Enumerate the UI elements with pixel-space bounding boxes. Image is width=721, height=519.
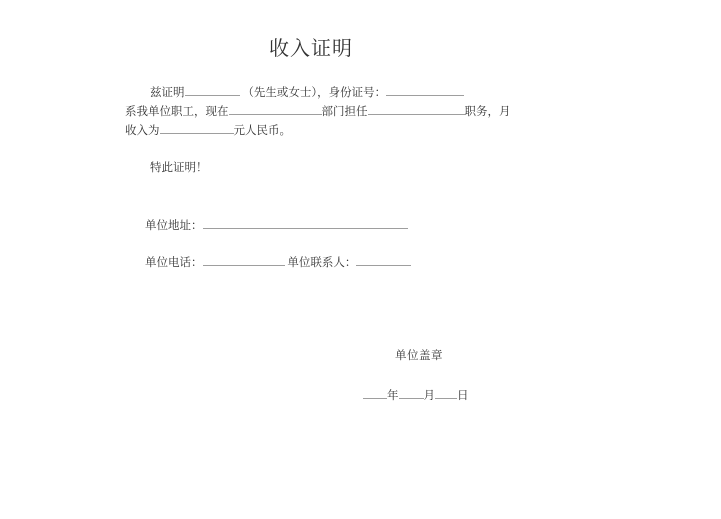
blank-position [368, 103, 465, 115]
blank-day [435, 387, 457, 399]
text-run-income-is: 收入为 [125, 125, 160, 137]
document-title: 收入证明 [269, 38, 353, 60]
blank-id-number [386, 84, 464, 96]
blank-company-address [203, 217, 408, 229]
body-line-1 [150, 84, 464, 100]
text-run-certify: 兹证明 [150, 87, 185, 99]
blank-employee-name [185, 84, 240, 96]
blank-monthly-income [160, 122, 234, 134]
blank-year [363, 387, 387, 399]
date-line [363, 387, 469, 403]
blank-company-contact [356, 254, 411, 266]
text-run-position-month: 职务，月 [464, 106, 511, 118]
label-day: 日 [457, 390, 469, 402]
blank-company-phone [203, 254, 285, 266]
company-phone-line [145, 254, 411, 270]
body-line-2 [125, 103, 511, 119]
text-run-employee-of: 系我单位职工，现在 [125, 106, 229, 118]
body-line-3 [125, 122, 291, 138]
blank-department [229, 103, 322, 115]
label-year: 年 [387, 390, 399, 402]
label-company-contact: 单位联系人： [284, 257, 357, 269]
declaration-line: 特此证明！ [150, 162, 208, 174]
company-seal-label: 单位盖章 [395, 350, 443, 362]
label-company-address: 单位地址： [145, 220, 203, 232]
blank-month [399, 387, 424, 399]
label-company-phone: 单位电话： [145, 257, 203, 269]
text-run-salutation-id: （先生或女士），身份证号： [239, 87, 387, 99]
label-month: 月 [423, 390, 435, 402]
text-run-rmb: 元人民币。 [233, 125, 291, 137]
text-run-dept-holds: 部门担任 [321, 106, 368, 118]
company-address-line [145, 217, 408, 233]
